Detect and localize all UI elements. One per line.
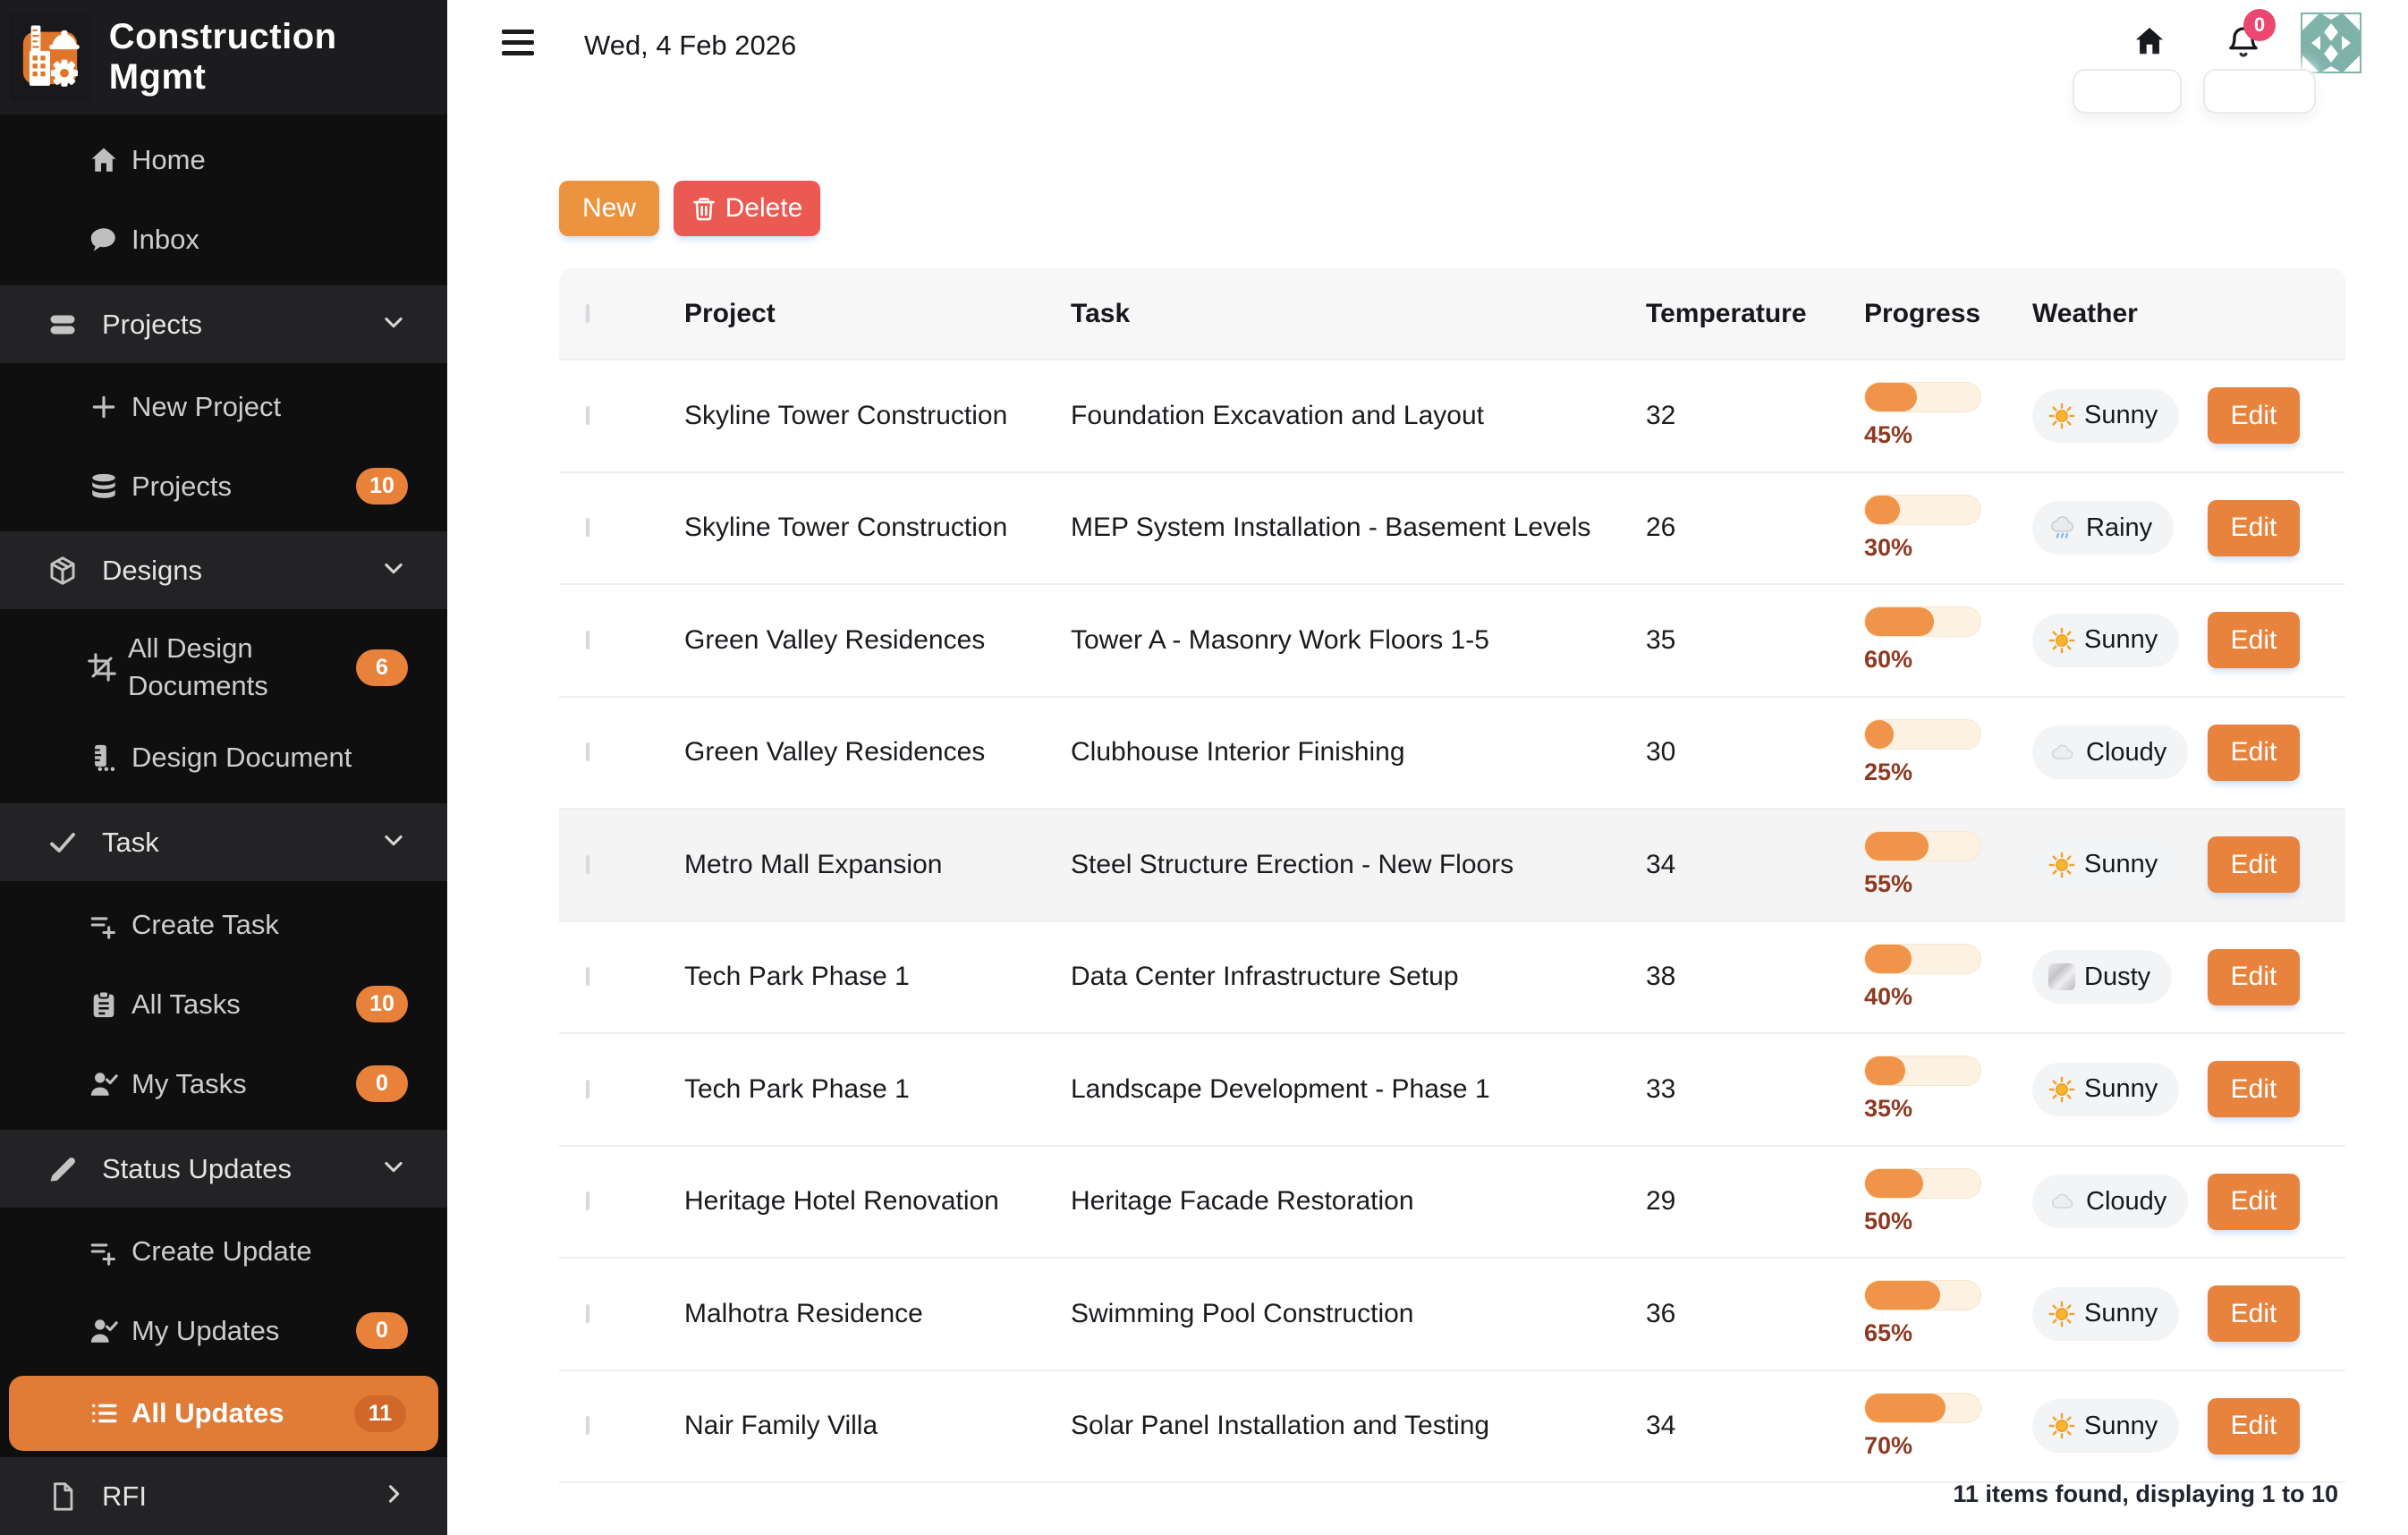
edit-button[interactable]: Edit bbox=[2208, 725, 2300, 781]
weather-badge: Sunny bbox=[2032, 1287, 2179, 1341]
delete-button[interactable]: Delete bbox=[674, 181, 820, 236]
sidebar-item-home[interactable]: Home bbox=[0, 120, 447, 199]
progress-cell: 35% bbox=[1864, 1056, 2032, 1123]
notification-count-badge: 0 bbox=[2243, 9, 2276, 41]
new-button[interactable]: New bbox=[559, 181, 659, 236]
file-icon bbox=[45, 1481, 81, 1512]
weather-badge: Rainy bbox=[2032, 501, 2174, 555]
sidebar-item-my-tasks[interactable]: My Tasks 0 bbox=[0, 1044, 447, 1124]
cloud-icon bbox=[2048, 740, 2077, 765]
design-documents-count-badge: 6 bbox=[356, 649, 408, 686]
all-updates-count-badge: 11 bbox=[354, 1395, 406, 1432]
weather-badge: Sunny bbox=[2032, 614, 2179, 667]
weather-badge: Sunny bbox=[2032, 389, 2179, 443]
cube-icon bbox=[45, 555, 81, 587]
weather-badge: Cloudy bbox=[2032, 725, 2188, 779]
sidebar-item-inbox[interactable]: Inbox bbox=[0, 199, 447, 279]
edit-button[interactable]: Edit bbox=[2208, 500, 2300, 556]
user-check-icon bbox=[87, 1316, 121, 1346]
row-checkbox[interactable] bbox=[586, 855, 589, 874]
sidebar-section-task[interactable]: Task bbox=[0, 803, 447, 881]
dust-icon bbox=[2048, 963, 2075, 990]
crop-icon bbox=[87, 652, 117, 683]
projects-count-badge: 10 bbox=[356, 468, 408, 505]
sidebar-item-create-task[interactable]: Create Task bbox=[0, 885, 447, 964]
sun-icon bbox=[2048, 403, 2075, 429]
edit-button[interactable]: Edit bbox=[2208, 612, 2300, 668]
table-row: Heritage Hotel Renovation Heritage Facade Restoration 29 50% Cloudy Edit bbox=[559, 1145, 2345, 1258]
table-row: Nair Family Villa Solar Panel Installation and Testing 34 70% Sunny Edit bbox=[559, 1370, 2345, 1482]
sun-icon bbox=[2048, 1076, 2075, 1103]
edit-button[interactable]: Edit bbox=[2208, 1398, 2300, 1454]
sidebar-section-designs[interactable]: Designs bbox=[0, 531, 447, 609]
row-checkbox[interactable] bbox=[586, 1192, 589, 1210]
database-icon bbox=[87, 471, 121, 502]
main-content bbox=[447, 0, 2408, 1507]
column-header-weather: Weather bbox=[2032, 298, 2138, 328]
table-row: Skyline Tower Construction Foundation Excavation and Layout 32 45% Sunny Edit bbox=[559, 359, 2345, 471]
row-checkbox[interactable] bbox=[586, 631, 589, 649]
my-updates-count-badge: 0 bbox=[356, 1312, 408, 1349]
row-checkbox[interactable] bbox=[586, 1416, 589, 1435]
ruler-icon bbox=[87, 742, 121, 773]
table-row: Skyline Tower Construction MEP System Installation - Basement Levels 26 30% Rainy Edit bbox=[559, 471, 2345, 584]
sidebar-item-new-project[interactable]: New Project bbox=[0, 367, 447, 446]
row-checkbox[interactable] bbox=[586, 406, 589, 425]
chat-bubble-icon bbox=[87, 225, 121, 255]
edit-button[interactable]: Edit bbox=[2208, 387, 2300, 444]
weather-badge: Sunny bbox=[2032, 1063, 2179, 1116]
chevron-down-icon bbox=[381, 555, 406, 585]
sun-icon bbox=[2048, 852, 2075, 878]
sidebar-header bbox=[0, 0, 447, 114]
chevron-down-icon bbox=[381, 827, 406, 857]
check-icon bbox=[45, 827, 81, 859]
row-checkbox[interactable] bbox=[586, 1080, 589, 1098]
edit-button[interactable]: Edit bbox=[2208, 1061, 2300, 1117]
trash-icon bbox=[691, 195, 716, 222]
sun-icon bbox=[2048, 1301, 2075, 1327]
table-row: Tech Park Phase 1 Data Center Infrastructure Setup 38 40% Dusty Edit bbox=[559, 920, 2345, 1033]
popover-panel bbox=[2203, 69, 2316, 114]
progress-cell: 25% bbox=[1864, 719, 2032, 786]
column-header-progress: Progress bbox=[1864, 298, 1981, 328]
app-logo-icon bbox=[9, 13, 91, 102]
progress-cell: 65% bbox=[1864, 1280, 2032, 1347]
edit-button[interactable]: Edit bbox=[2208, 949, 2300, 1005]
row-checkbox[interactable] bbox=[586, 1304, 589, 1323]
all-tasks-count-badge: 10 bbox=[356, 986, 408, 1022]
table-row: Metro Mall Expansion Steel Structure Erection - New Floors 34 55% Sunny Edit bbox=[559, 808, 2345, 920]
pen-icon bbox=[45, 1153, 81, 1185]
progress-cell: 30% bbox=[1864, 495, 2032, 562]
home-icon[interactable] bbox=[2132, 24, 2167, 63]
row-checkbox[interactable] bbox=[586, 518, 589, 537]
user-check-icon bbox=[87, 1069, 121, 1099]
progress-cell: 55% bbox=[1864, 831, 2032, 898]
sidebar-item-create-update[interactable]: Create Update bbox=[0, 1211, 447, 1291]
progress-cell: 40% bbox=[1864, 944, 2032, 1011]
tasks-table bbox=[559, 268, 2345, 1483]
sidebar-item-my-updates[interactable]: My Updates 0 bbox=[0, 1291, 447, 1370]
app-title: Construction Mgmt bbox=[108, 17, 337, 97]
edit-button[interactable]: Edit bbox=[2208, 1174, 2300, 1230]
sidebar-section-status-updates[interactable]: Status Updates bbox=[0, 1130, 447, 1208]
progress-cell: 70% bbox=[1864, 1393, 2032, 1460]
chevron-down-icon bbox=[381, 310, 406, 339]
sidebar-item-projects[interactable]: Projects 10 bbox=[0, 446, 447, 526]
list-icon bbox=[87, 1398, 121, 1429]
menu-toggle-button[interactable] bbox=[502, 30, 534, 56]
popover-panel bbox=[2073, 69, 2182, 114]
column-header-temperature: Temperature bbox=[1646, 298, 1807, 328]
cloud-icon bbox=[2048, 1189, 2077, 1214]
sidebar-item-design-document[interactable]: Design Document bbox=[0, 717, 447, 798]
pagination-summary: 11 items found, displaying 1 to 10 bbox=[1953, 1480, 2338, 1507]
sun-icon bbox=[2048, 1412, 2075, 1439]
edit-button[interactable]: Edit bbox=[2208, 836, 2300, 893]
row-checkbox[interactable] bbox=[586, 742, 589, 761]
clipboard-icon bbox=[87, 989, 121, 1020]
sidebar-section-projects[interactable]: Projects bbox=[0, 285, 447, 363]
list-plus-icon bbox=[87, 910, 121, 940]
plus-icon bbox=[87, 393, 121, 421]
stack-icon bbox=[45, 309, 81, 341]
weather-badge: Sunny bbox=[2032, 1399, 2179, 1453]
progress-cell: 50% bbox=[1864, 1168, 2032, 1235]
sidebar-item-all-tasks[interactable]: All Tasks 10 bbox=[0, 964, 447, 1044]
select-all-checkbox[interactable] bbox=[586, 304, 589, 323]
my-tasks-count-badge: 0 bbox=[356, 1065, 408, 1102]
current-date: Wed, 4 Feb 2026 bbox=[584, 30, 797, 61]
sidebar bbox=[0, 0, 447, 1512]
sidebar-item-all-updates[interactable]: All Updates 11 bbox=[9, 1376, 438, 1451]
sidebar-item-all-design-documents[interactable]: All Design Documents 6 bbox=[0, 617, 447, 717]
sun-icon bbox=[2048, 627, 2075, 654]
table-row: Malhotra Residence Swimming Pool Construction 36 65% Sunny Edit bbox=[559, 1257, 2345, 1370]
edit-button[interactable]: Edit bbox=[2208, 1285, 2300, 1342]
user-avatar[interactable] bbox=[2301, 13, 2361, 73]
column-header-project: Project bbox=[684, 298, 776, 328]
chevron-down-icon bbox=[381, 1154, 406, 1183]
row-checkbox[interactable] bbox=[586, 967, 589, 986]
weather-badge: Cloudy bbox=[2032, 1175, 2188, 1228]
chevron-right-icon bbox=[381, 1481, 406, 1511]
rain-cloud-icon bbox=[2048, 514, 2077, 541]
table-header-row bbox=[559, 268, 2345, 359]
progress-cell: 45% bbox=[1864, 382, 2032, 449]
home-icon bbox=[87, 145, 121, 175]
weather-badge: Dusty bbox=[2032, 950, 2172, 1004]
column-header-task: Task bbox=[1071, 298, 1131, 328]
table-row: Green Valley Residences Clubhouse Interior Finishing 30 25% Cloudy Edit bbox=[559, 696, 2345, 809]
progress-cell: 60% bbox=[1864, 606, 2032, 674]
weather-badge: Sunny bbox=[2032, 838, 2179, 892]
sidebar-section-rfi[interactable]: RFI bbox=[0, 1457, 447, 1535]
table-row: Tech Park Phase 1 Landscape Development - Phase 1 33 35% Sunny Edit bbox=[559, 1032, 2345, 1145]
table-row: Green Valley Residences Tower A - Masonry Work Floors 1-5 35 60% Sunny Edit bbox=[559, 583, 2345, 696]
list-plus-icon bbox=[87, 1236, 121, 1267]
